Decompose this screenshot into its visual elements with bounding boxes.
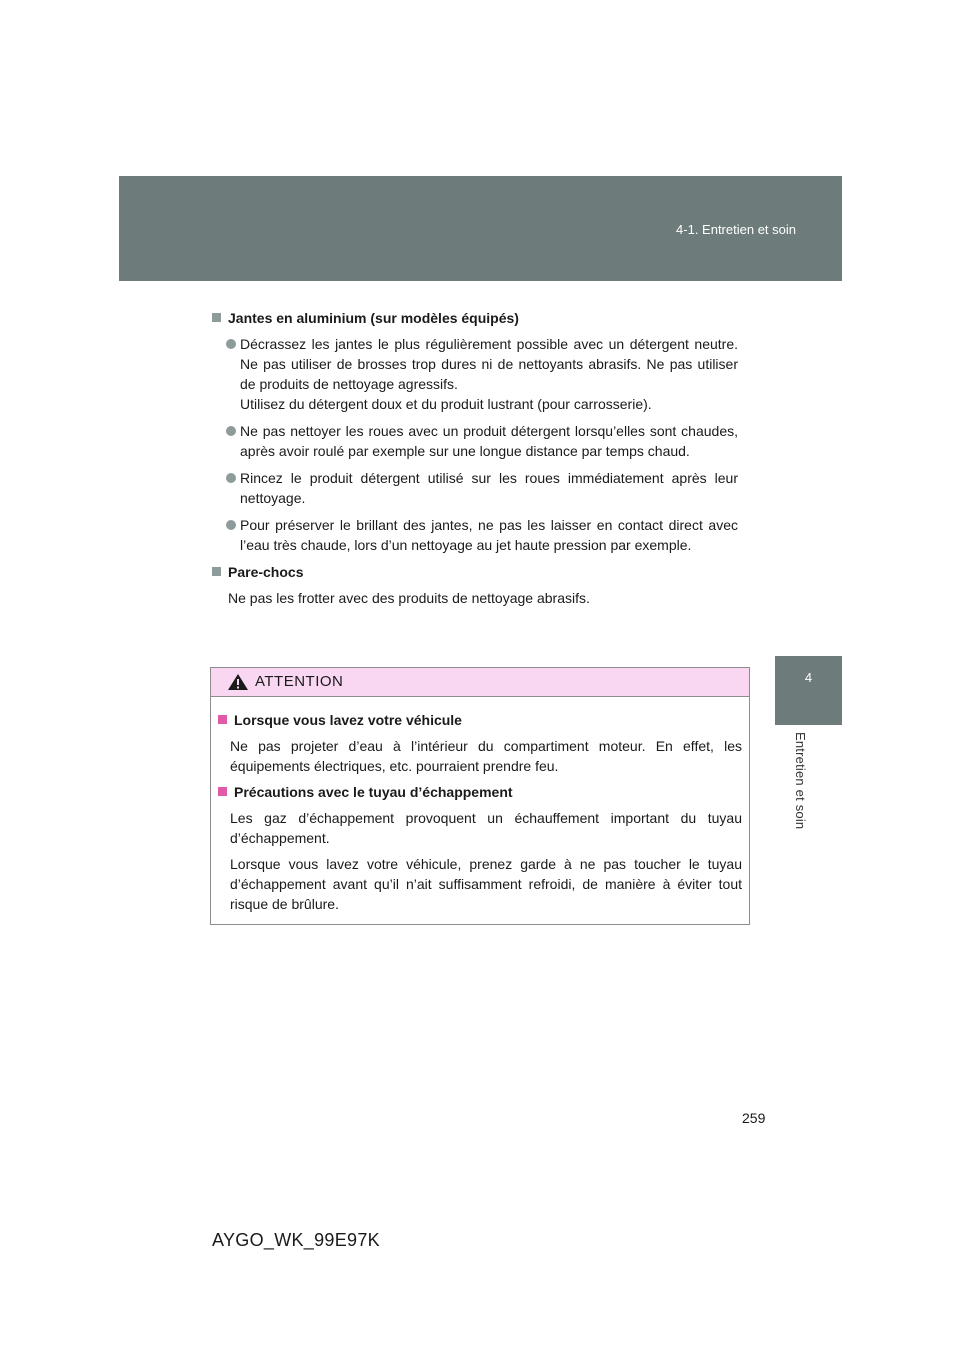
warning-paragraph: Ne pas projeter d’eau à l’intérieur du compartiment moteur. En effet, les équipements électriques, etc. pourraient prendre feu. [230,738,742,774]
alu-wheels-heading: Jantes en aluminium (sur modèles équipés) [212,308,738,328]
chapter-tab [775,656,842,725]
warning-paragraph: Lorsque vous lavez votre véhicule, prenez garde à ne pas toucher le tuyau d’échappement avant qu’il n’ait suffisamment refroidi, de manière à éviter tout risque de brûlure. [230,856,742,912]
main-content [212,308,738,614]
warning-heading-washing: Lorsque vous lavez votre véhicule [218,710,742,730]
list-item: Pour préserver le brillant des jantes, ne pas les laisser en contact direct avec l’eau très chaude, lors d’un nettoyage au jet haute pression par exemple. [212,515,738,555]
document-code: AYGO_WK_99E97K [212,1230,380,1250]
header-band [119,176,842,281]
list-item: Ne pas nettoyer les roues avec un produit détergent lorsqu’elles sont chaudes, après avoir roulé par exemple sur une longue distance par temps chaud. [212,421,738,461]
bumpers-heading: Pare-chocs [212,562,738,582]
chapter-title: Entretien et soin [793,732,808,830]
list-item: Rincez le produit détergent utilisé sur les roues immédiatement après leur nettoyage. [212,468,738,508]
warning-heading-exhaust: Précautions avec le tuyau d’échappement [218,782,742,802]
bumpers-text: Ne pas les frotter avec des produits de nettoyage abrasifs. [228,590,590,606]
warning-title: ATTENTION [255,673,344,690]
warning-box [210,667,750,925]
warning-body [211,697,749,914]
warning-paragraph: Les gaz d’échappement provoquent un échauffement important du tuyau d’échappement. [230,810,742,846]
warning-triangle-icon [227,673,249,691]
page-number: 259 [742,1110,766,1126]
list-item: Décrassez les jantes le plus régulièrement possible avec un détergent neutre. Ne pas utiliser de brosses trop dures ni de nettoyants abrasifs. Ne pas utiliser de produits de nettoyage agressifs. Utilisez du détergent doux et du produit lustrant (pour carrosserie). [212,334,738,414]
chapter-number: 4 [804,670,813,685]
warning-header [211,668,749,697]
section-title: 4-1. Entretien et soin [676,222,796,237]
